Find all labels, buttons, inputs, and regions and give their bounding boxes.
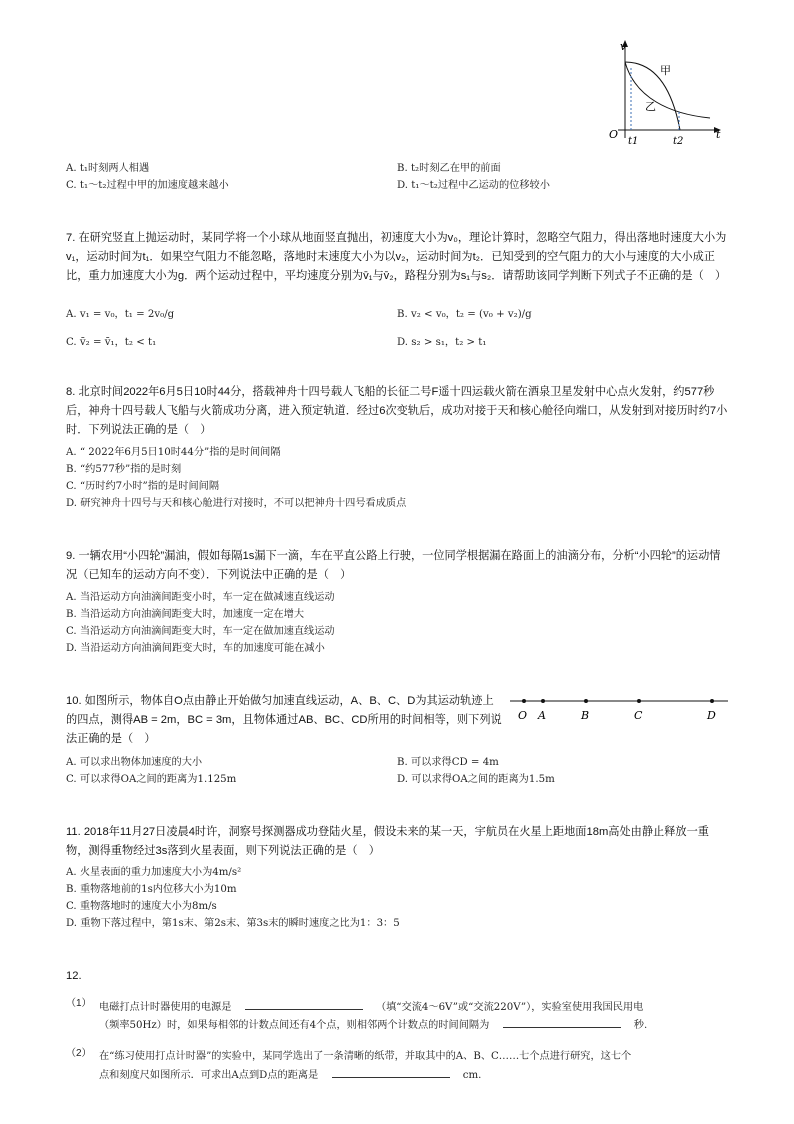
q10-option-a: A. 可以求出物体加速度的大小 <box>66 757 203 768</box>
q12-number: 12. <box>66 970 82 982</box>
q10-label-c: C <box>634 709 643 722</box>
q12-part2-line2 <box>99 1066 481 1084</box>
q12-part1-line2 <box>99 1016 647 1034</box>
q7-option-b: B. v₂ < v₀，t₂ = (v₀ + v₂)/g <box>397 309 532 320</box>
q10-label-b: B <box>581 709 590 722</box>
q8-option-b: B. “约577秒”指的是时刻 <box>66 464 182 475</box>
q11-option-a: A. 火星表面的重力加速度大小为4m/s² <box>66 867 242 878</box>
v-label: v <box>620 40 627 53</box>
q8-option-d: D. 研究神舟十四号与天和核心舱进行对接时，不可以把神舟十四号看成质点 <box>66 498 407 509</box>
q6-option-a: A. t₁时刻两人相遇 <box>66 163 150 174</box>
jia-label: 甲 <box>660 64 671 77</box>
origin-label: O <box>609 128 619 141</box>
q7-option-d: D. s₂ > s₁，t₂ > t₁ <box>397 337 487 348</box>
q10-label-o: O <box>518 709 528 722</box>
q10-stem: 10. 如图所示，物体自O点由静止开始做匀加速直线运动，A、B、C、D为其运动轨迹上的四点，测得AB = 2m，BC = 3m，且物体通过AB、BC、CD所用的时间相等，则下列说法正确的是（ ） <box>66 695 502 745</box>
q9-option-d: D. 当沿运动方向油滴间距变大时，车的加速度可能在减小 <box>66 643 325 654</box>
q11-option-c: C. 重物落地时的速度大小为8m/s <box>66 901 217 912</box>
q9-stem: 9. 一辆农用“小四轮”漏油，假如每隔1s漏下一滴，车在平直公路上行驶，一位同学根据漏在路面上的油滴分布，分析“小四轮”的运动情况（已知车的运动方向不变）．下列说法中正确的是（ ） <box>66 550 721 581</box>
q12-part1-text-b: （填“交流4～6V”或“交流220V”），实验室使用我国民用电 <box>375 1002 644 1013</box>
q12-part1-text-a: 电磁打点计时器使用的电源是 <box>99 1002 232 1013</box>
q6-option-d: D. t₁～t₂过程中乙运动的位移较小 <box>397 180 550 191</box>
q12-blank-power-source[interactable] <box>245 998 363 1010</box>
q11-stem: 11. 2018年11月27日凌晨4时许，洞察号探测器成功登陆火星，假设未来的某一天，宇航员在火星上距地面18m高处由静止释放一重物，测得重物经过3s落到火星表面，则下列说法正确的是（ ） <box>66 826 709 857</box>
q12-part1-number: （1） <box>66 998 92 1009</box>
q10-point-o <box>522 699 526 703</box>
q10-option-b: B. 可以求得CD = 4m <box>397 757 499 768</box>
yi-label: 乙 <box>645 100 656 113</box>
q9-option-b: B. 当沿运动方向油滴间距变大时，加速度一定在增大 <box>66 609 305 620</box>
q6-option-c: C. t₁～t₂过程中甲的加速度越来越小 <box>66 180 229 191</box>
q11-option-b: B. 重物落地前的1s内位移大小为10m <box>66 884 237 895</box>
q12-part2-number: （2） <box>66 1048 92 1059</box>
q7-stem: 7. 在研究竖直上抛运动时，某同学将一个小球从地面竖直抛出，初速度大小为v₀，理论计算时，忽略空气阻力，得出落地时速度大小为v₁，运动时间为t₁．如果空气阻力不能忽略，落地时末速度大小为以v₂，运动时间为t₂．已知受到的空气阻力的大小与速度的大小成正比，重力加速度大小为g．两个运动过程中，平均速度分别为v̄₁与v̄₂，路程分别为s₁与s₂．请帮助该同学判断下列式子不正确的是（ ） <box>66 232 727 282</box>
q6-option-b: B. t₂时刻乙在甲的前面 <box>397 163 501 174</box>
q10-line-diagram <box>510 692 730 724</box>
q12-part2-text-b: 点和刻度尺如图所示．可求出A点到D点的距离是 <box>99 1070 319 1081</box>
q12-part2-text-c: cm. <box>462 1070 482 1081</box>
q10-point-b <box>584 699 588 703</box>
q10-label-d: D <box>707 709 716 722</box>
q8-stem: 8. 北京时间2022年6月5日10时44分，搭载神舟十四号载人飞船的长征二号F遥十四运载火箭在酒泉卫星发射中心点火发射，约577秒后，神舟十四号载人飞船与火箭成功分离，进入预定轨道．经过6次变轨后，成功对接于天和核心舱径向端口，从发射到对接历时约7小时．下列说法正确的是（ ） <box>66 386 728 436</box>
q7-option-a: A. v₁ = v₀，t₁ = 2v₀/g <box>66 309 175 320</box>
q11-option-d: D. 重物下落过程中，第1s末、第2s末、第3s末的瞬时速度之比为1：3：5 <box>66 918 400 929</box>
q9-option-c: C. 当沿运动方向油滴间距变大时，车一定在做加速直线运动 <box>66 626 335 637</box>
vt-graph <box>600 38 730 153</box>
curve-jia <box>625 62 680 130</box>
q10-label-a: A <box>538 709 546 722</box>
q10-option-c: C. 可以求得OA之间的距离为1.125m <box>66 774 237 785</box>
q12-part1-text-d: 秒. <box>633 1020 648 1031</box>
q12-blank-ad-distance[interactable] <box>332 1066 450 1078</box>
q10-option-d: D. 可以求得OA之间的距离为1.5m <box>397 774 555 785</box>
q12-part1-line1 <box>99 998 643 1016</box>
q9-option-a: A. 当沿运动方向油滴间距变小时，车一定在做减速直线运动 <box>66 592 335 603</box>
q12-part2-line1: 在“练习使用打点计时器”的实验中，某同学选出了一条清晰的纸带，并取其中的A、B、C……七个点进行研究，这七个 <box>99 1051 632 1062</box>
q12-blank-time-interval[interactable] <box>503 1016 621 1028</box>
q12-part1-text-c: （频率50Hz）时，如果每相邻的计数点间还有4个点，则相邻两个计数点的时间间隔为 <box>99 1020 490 1031</box>
q10-point-c <box>637 699 641 703</box>
q10-point-d <box>710 699 714 703</box>
q7-option-c: C. v̄₂ = v̄₁，t₂ < t₁ <box>66 337 157 348</box>
q8-option-c: C. “历时约7小时”指的是时间间隔 <box>66 481 220 492</box>
t-label: t <box>716 128 721 141</box>
q8-option-a: A. “ 2022年6月5日10时44分”指的是时间间隔 <box>66 447 281 458</box>
t2-label: t2 <box>673 136 684 147</box>
t1-label: t1 <box>628 136 639 147</box>
q10-point-a <box>541 699 545 703</box>
